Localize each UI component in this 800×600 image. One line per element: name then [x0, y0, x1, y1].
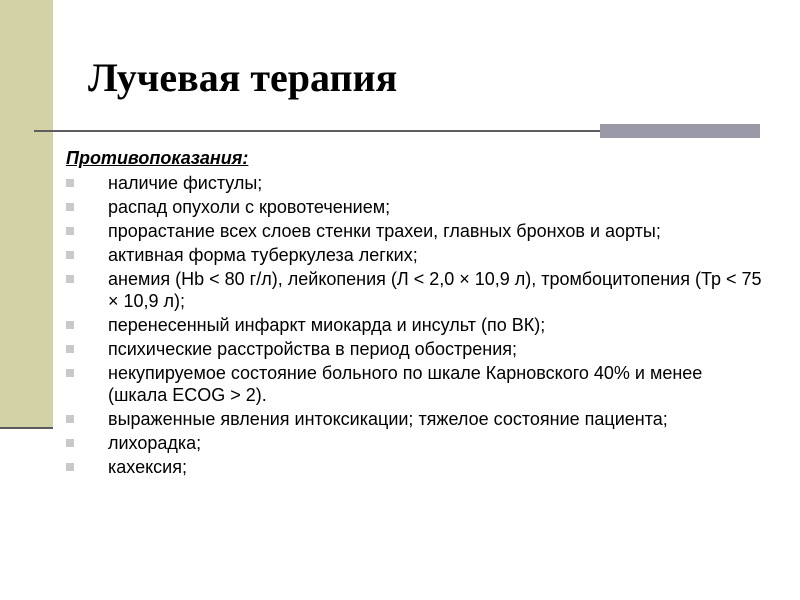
- list-item-text: распад опухоли с кровотечением;: [108, 197, 391, 217]
- slide-title: Лучевая терапия: [88, 55, 398, 100]
- square-bullet-icon: [66, 345, 74, 353]
- list-item: [66, 432, 766, 454]
- square-bullet-icon: [66, 415, 74, 423]
- list-item: [66, 314, 766, 336]
- title-divider-accent: [600, 124, 760, 138]
- square-bullet-icon: [66, 463, 74, 471]
- list-item: [66, 362, 766, 406]
- list-item: [66, 220, 766, 242]
- list-item-text: анемия (Hb < 80 г/л), лейкопения (Л < 2,0 × 10,9 л), тромбоцитопения (Тр < 75 × 10,9 л);: [108, 269, 762, 311]
- square-bullet-icon: [66, 203, 74, 211]
- square-bullet-icon: [66, 227, 74, 235]
- contraindications-list: [66, 172, 766, 480]
- list-item-text: выраженные явления интоксикации; тяжелое состояние пациента;: [108, 409, 668, 429]
- side-decoration-band: [0, 0, 53, 428]
- square-bullet-icon: [66, 321, 74, 329]
- list-item: [66, 338, 766, 360]
- list-item: [66, 408, 766, 430]
- list-item-text: кахексия;: [108, 457, 187, 477]
- list-item-text: перенесенный инфаркт миокарда и инсульт (по ВК);: [108, 315, 546, 335]
- square-bullet-icon: [66, 251, 74, 259]
- list-item: [66, 196, 766, 218]
- list-item-text: некупируемое состояние больного по шкале Карновского 40% и менее (шкала ECOG > 2).: [108, 363, 703, 405]
- square-bullet-icon: [66, 439, 74, 447]
- list-item: [66, 456, 766, 478]
- list-item: [66, 244, 766, 266]
- list-item-text: психические расстройства в период обострения;: [108, 339, 517, 359]
- square-bullet-icon: [66, 369, 74, 377]
- list-item-text: лихорадка;: [108, 433, 202, 453]
- list-item: [66, 172, 766, 194]
- list-item-text: наличие фистулы;: [108, 173, 263, 193]
- square-bullet-icon: [66, 275, 74, 283]
- list-item: [66, 268, 766, 312]
- list-item-text: прорастание всех слоев стенки трахеи, главных бронхов и аорты;: [108, 221, 661, 241]
- list-item-text: активная форма туберкулеза легких;: [108, 245, 418, 265]
- section-subtitle: Противопоказания:: [66, 148, 249, 168]
- title-divider-line: [34, 130, 600, 132]
- side-decoration-line: [0, 427, 53, 429]
- square-bullet-icon: [66, 179, 74, 187]
